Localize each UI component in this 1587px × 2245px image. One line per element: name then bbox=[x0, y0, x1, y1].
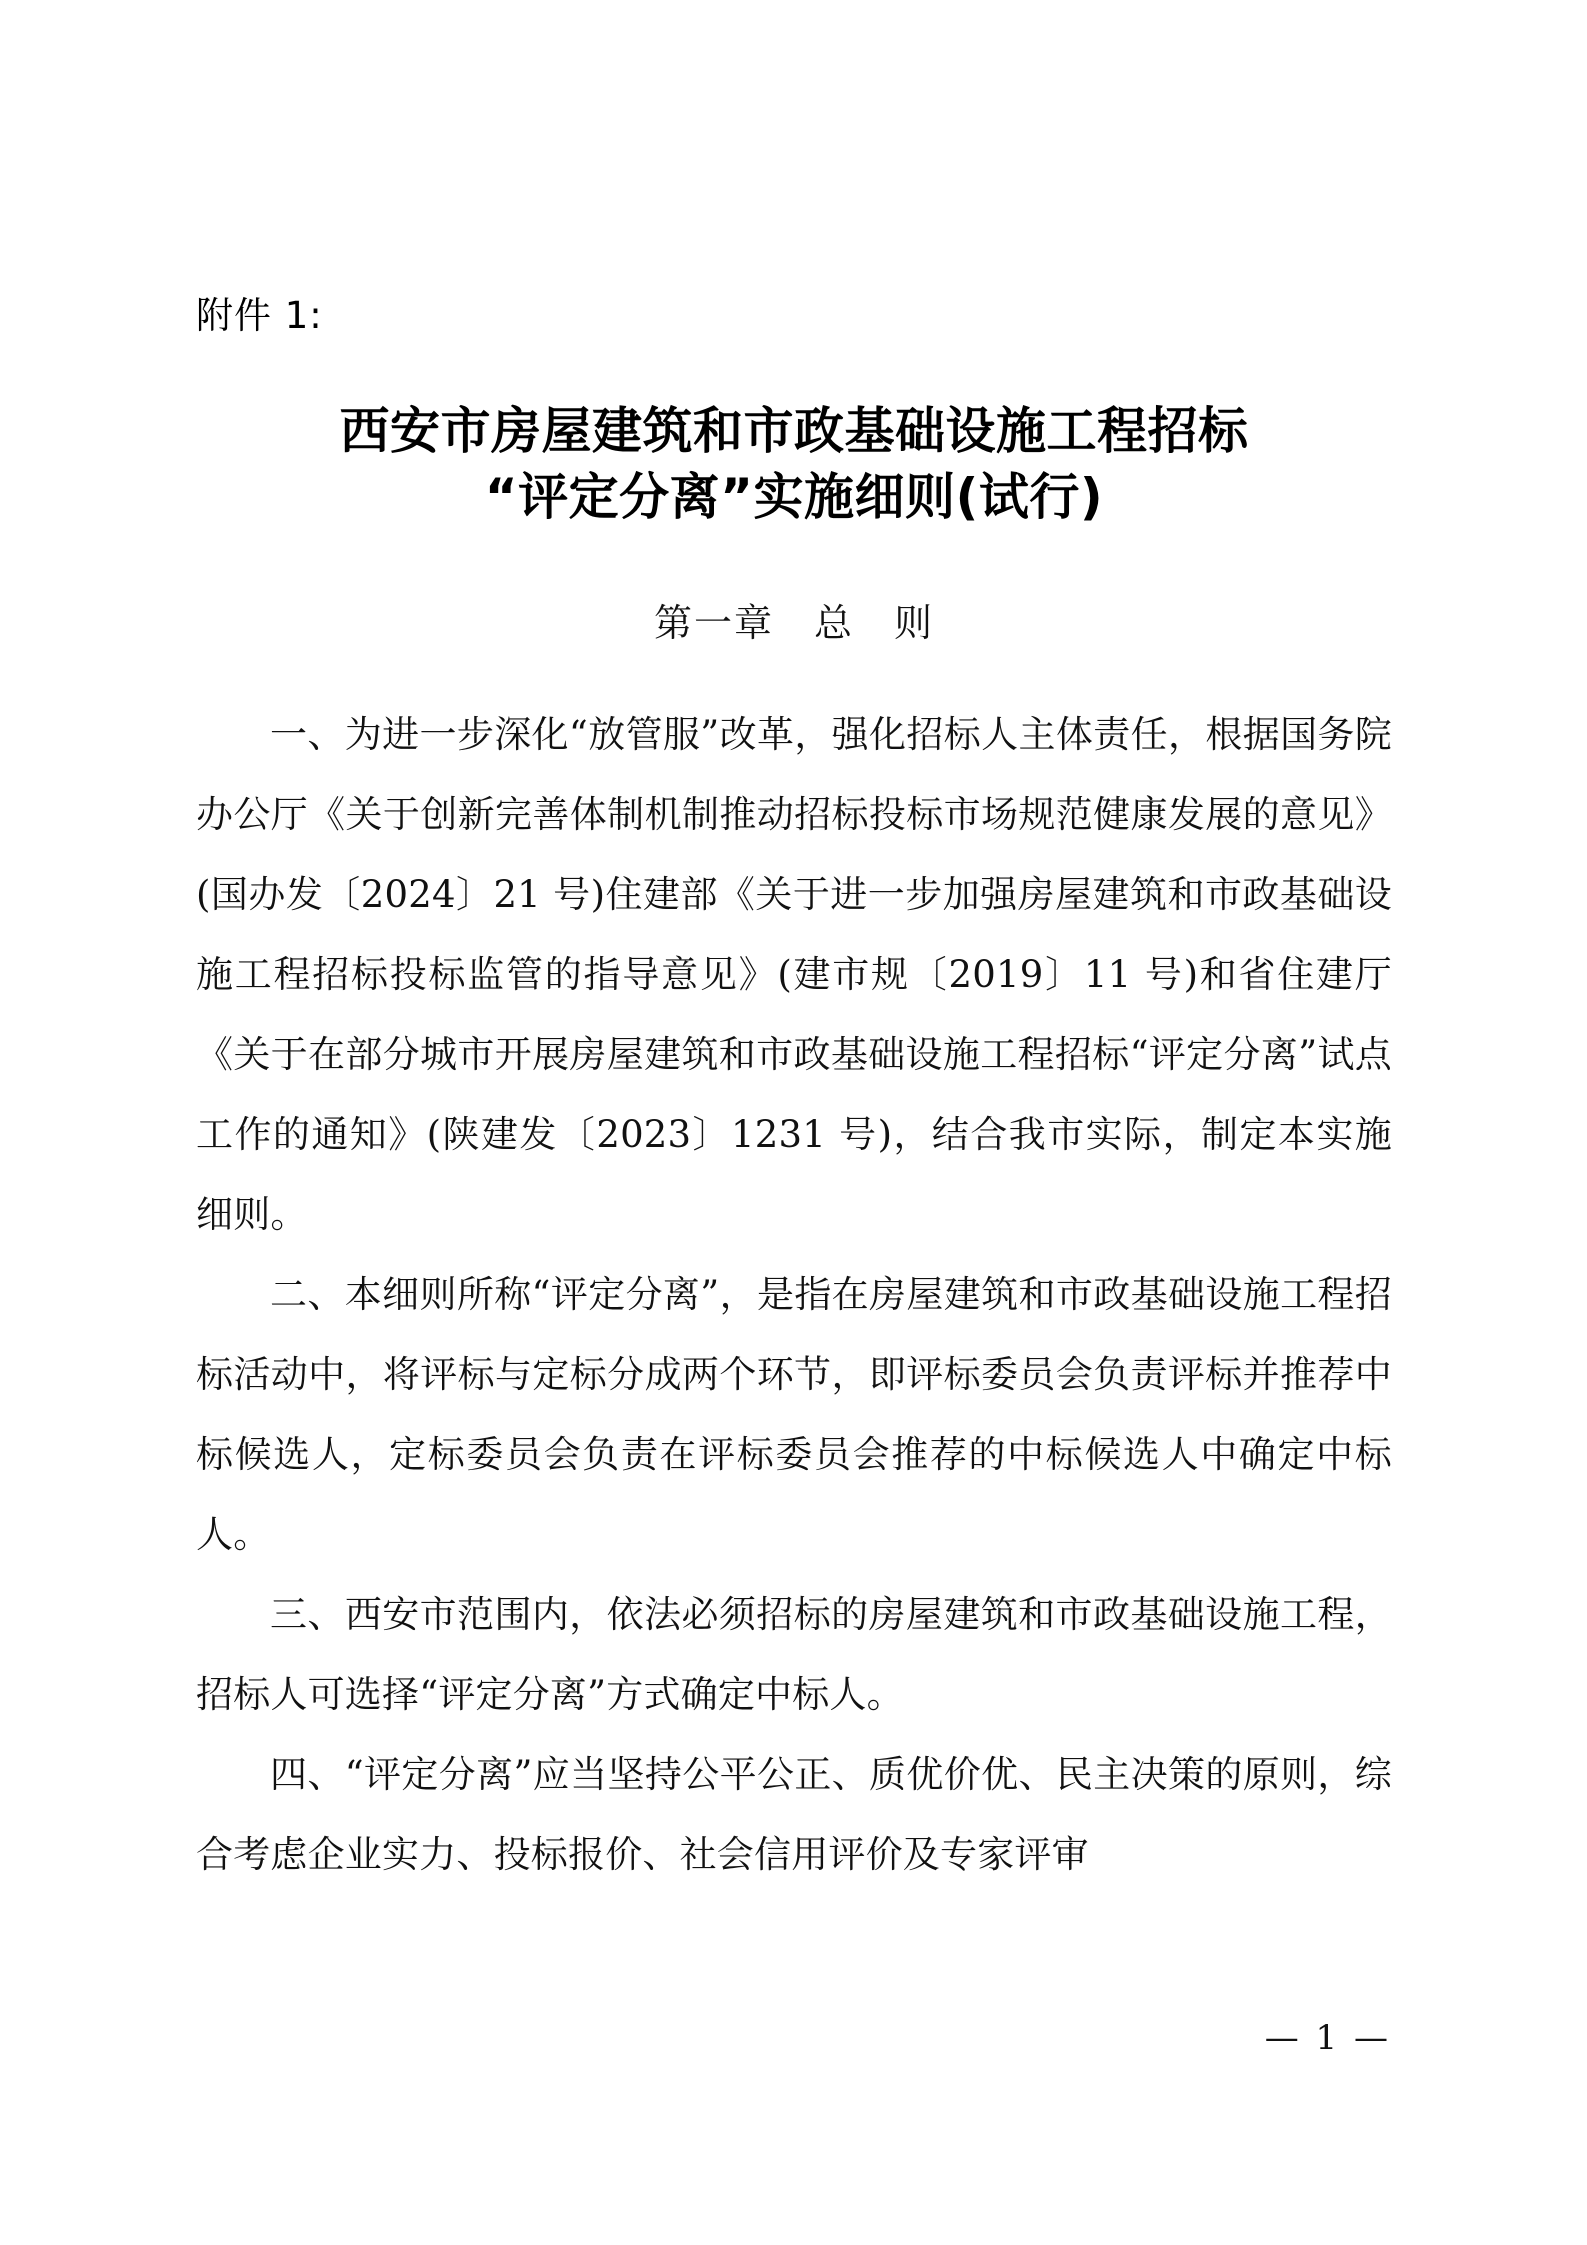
paragraph-3-text: 三、西安市范围内，依法必须招标的房屋建筑和市政基础设施工程，招标人可选择“评定分离”方式确定中标人。 bbox=[196, 1593, 1392, 1716]
paragraph-2-text: 二、本细则所称“评定分离”，是指在房屋建筑和市政基础设施工程招标活动中，将评标与定标分成两个环节，即评标委员会负责评标并推荐中标候选人，定标委员会负责在评标委员会推荐的中标候选人中确定中标人。 bbox=[196, 1273, 1392, 1556]
attachment-label: 附件 1: bbox=[196, 294, 323, 337]
paragraph-4 bbox=[196, 1735, 1392, 1895]
paragraph-3 bbox=[196, 1575, 1392, 1735]
paragraph-4-text: 四、“评定分离”应当坚持公平公正、质优价优、民主决策的原则，综合考虑企业实力、投标报价、社会信用评价及专家评审 bbox=[196, 1753, 1392, 1876]
paragraph-1 bbox=[196, 695, 1392, 1255]
paragraph-1-text: 一、为进一步深化“放管服”改革，强化招标人主体责任，根据国务院办公厅《关于创新完善体制机制推动招标投标市场规范健康发展的意见》(国办发〔2024〕21 号)住建部《关于进一步加强房屋建筑和市政基础设施工程招标投标监管的指导意见》(建市规〔2019〕11 号)和省住建厅《关于在部分城市开展房屋建筑和市政基础设施工程招标“评定分离”试点工作的通知》(陕建发〔2023〕1231 号)，结合我市实际，制定本实施细则。 bbox=[196, 713, 1392, 1236]
page-number-footer: — 1 — bbox=[1264, 2018, 1391, 2058]
chapter-heading: 第一章 总 则 bbox=[653, 601, 934, 645]
body-text bbox=[196, 695, 1392, 1895]
page-content bbox=[196, 0, 1392, 1895]
paragraph-2 bbox=[196, 1255, 1392, 1575]
page-title bbox=[196, 398, 1392, 530]
page-title-line-1: 西安市房屋建筑和市政基础设施工程招标 bbox=[339, 402, 1249, 460]
page-title-line-2: “评定分离”实施细则(试行) bbox=[484, 468, 1104, 526]
